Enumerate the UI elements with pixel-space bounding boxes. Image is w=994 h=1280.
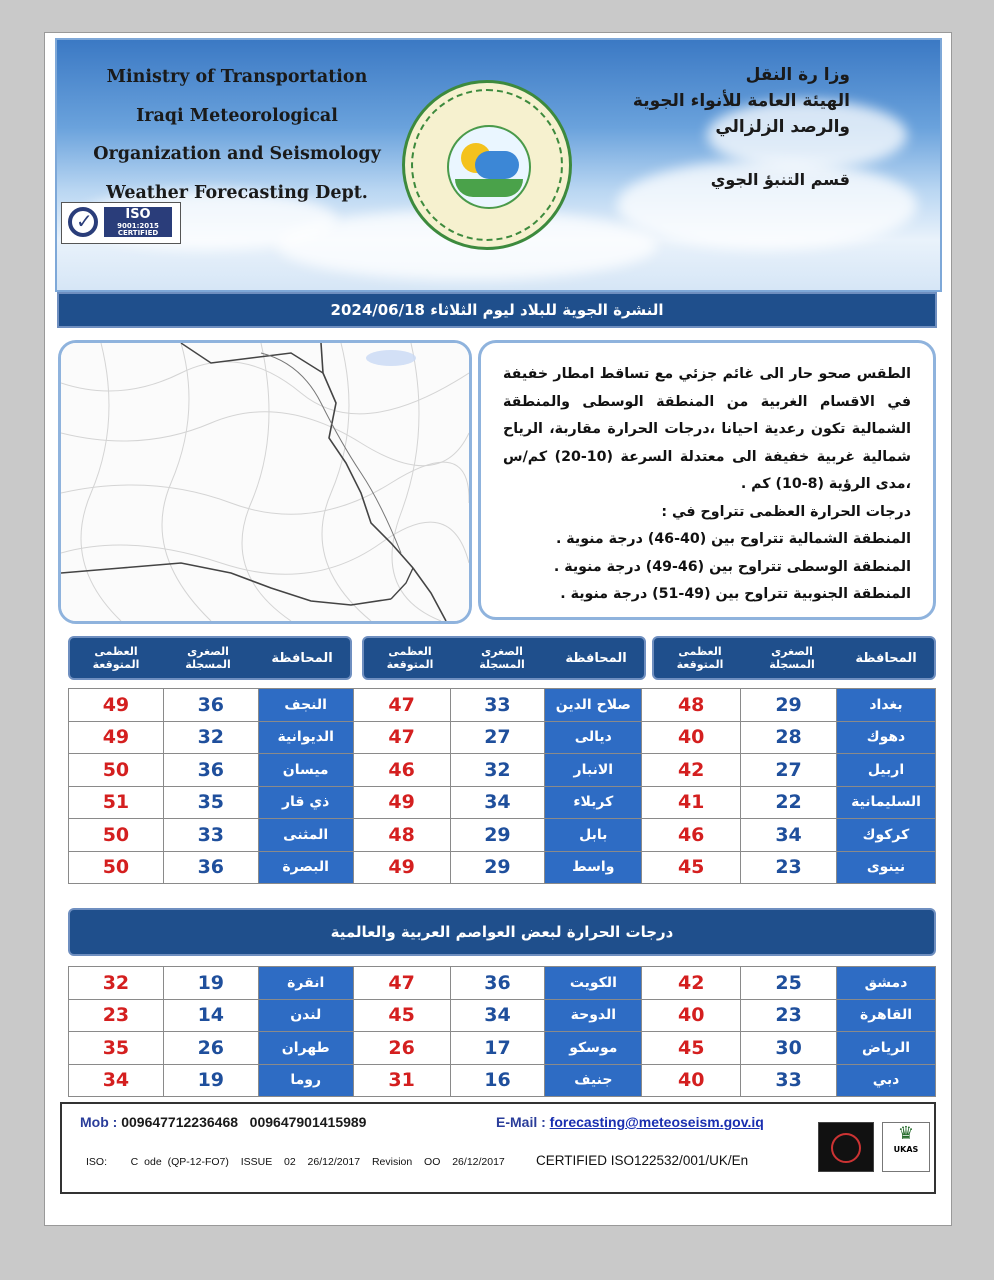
capital-name: جنيف xyxy=(545,1064,642,1097)
max-temp: 45 xyxy=(642,1032,741,1065)
capitals-table xyxy=(68,966,936,1097)
min-temp: 27 xyxy=(741,754,837,787)
max-temp: 42 xyxy=(642,754,741,787)
capital-name: الرياض xyxy=(837,1032,936,1065)
min-temp: 23 xyxy=(741,999,837,1032)
forecasting-dept-arabic: قسم التنبؤ الجوي xyxy=(710,170,850,189)
max-temp: 48 xyxy=(353,819,450,852)
ministry-english-title: Ministry of Transportation Iraqi Meteorological Organization and Seismology Weather Forecasting Dept. xyxy=(93,67,381,203)
capital-name: دبي xyxy=(837,1064,936,1097)
max-temp-intro: درجات الحرارة العظمى تتراوح في : xyxy=(661,503,911,520)
min-temp: 34 xyxy=(450,786,545,819)
table-row xyxy=(69,689,936,722)
certification-number: CERTIFIED ISO122532/001/UK/En xyxy=(536,1153,749,1168)
max-temp: 47 xyxy=(353,721,450,754)
table-row xyxy=(69,754,936,787)
province-name: بابل xyxy=(545,819,642,852)
max-temp: 49 xyxy=(353,851,450,884)
min-temp: 16 xyxy=(450,1064,545,1097)
province-name: واسط xyxy=(545,851,642,884)
sun-cloud-logo-icon xyxy=(402,80,572,250)
min-temp: 34 xyxy=(450,999,545,1032)
region-south: المنطقة الجنوبية تتراوح بين (49-51) درجة منوية . xyxy=(560,586,911,602)
capital-name: موسكو xyxy=(545,1032,642,1065)
capital-name: لندن xyxy=(258,999,353,1032)
max-temp: 32 xyxy=(69,967,164,1000)
province-name: نينوى xyxy=(836,851,935,884)
min-temp: 25 xyxy=(741,967,837,1000)
map-icon xyxy=(61,343,469,621)
max-temp: 47 xyxy=(353,967,450,1000)
max-temp: 31 xyxy=(353,1064,450,1097)
province-name: النجف xyxy=(258,689,353,722)
max-temp: 45 xyxy=(353,999,450,1032)
table-row xyxy=(69,851,936,884)
max-temp: 40 xyxy=(642,1064,741,1097)
ukas-badge-icon: ♛ UKAS xyxy=(882,1122,930,1172)
min-temp: 29 xyxy=(741,689,837,722)
max-temp: 46 xyxy=(642,819,741,852)
province-name: اربيل xyxy=(836,754,935,787)
table-row xyxy=(69,1064,936,1097)
min-temp: 36 xyxy=(163,851,258,884)
forecast-paragraph: الطقس صحو حار الى غائم جزئي مع تساقط امطار خفيفة في الاقسام الغربية من المنطقة الوسطى والمنطقة الشمالية تكون رعدية احيانا ،درجات الحرارة مقاربة، الرياح شمالية غربية خفيفة الى معتدلة السرعة (10-20) كم/س ،مدى الرؤية (8-10) كم . xyxy=(503,366,912,492)
iraq-map xyxy=(58,340,472,624)
max-temp: 26 xyxy=(353,1032,450,1065)
max-temp: 48 xyxy=(642,689,741,722)
table-row xyxy=(69,967,936,1000)
min-temp: 27 xyxy=(450,721,545,754)
email-link[interactable]: forecasting@meteoseism.gov.iq xyxy=(549,1114,764,1130)
min-temp: 30 xyxy=(741,1032,837,1065)
table-row xyxy=(69,1032,936,1065)
province-name: بغداد xyxy=(836,689,935,722)
province-name: دهوك xyxy=(836,721,935,754)
max-temp: 42 xyxy=(642,967,741,1000)
min-temp: 19 xyxy=(163,1064,258,1097)
min-temp: 19 xyxy=(163,967,258,1000)
min-temp: 14 xyxy=(163,999,258,1032)
max-temp: 23 xyxy=(69,999,164,1032)
capital-name: القاهرة xyxy=(837,999,936,1032)
forecast-text-box xyxy=(478,340,936,620)
province-name: البصرة xyxy=(258,851,353,884)
min-temp: 32 xyxy=(450,754,545,787)
iso-document-code: ISO: C ode (QP-12-FO7) ISSUE 02 26/12/2017 Revision OO 26/12/2017 xyxy=(86,1156,505,1168)
table-header-left: المحافظة الصغرى المسجلة العظمى المتوقعة xyxy=(68,636,352,680)
max-temp: 47 xyxy=(353,689,450,722)
min-temp: 35 xyxy=(163,786,258,819)
max-temp: 34 xyxy=(69,1064,164,1097)
min-temp: 33 xyxy=(450,689,545,722)
max-temp: 45 xyxy=(642,851,741,884)
min-temp: 36 xyxy=(163,754,258,787)
table-row xyxy=(69,721,936,754)
min-temp: 36 xyxy=(450,967,545,1000)
max-temp: 46 xyxy=(353,754,450,787)
province-name: ميسان xyxy=(258,754,353,787)
capital-name: روما xyxy=(258,1064,353,1097)
capital-name: دمشق xyxy=(837,967,936,1000)
max-temp: 49 xyxy=(353,786,450,819)
min-temp: 17 xyxy=(450,1032,545,1065)
max-temp: 41 xyxy=(642,786,741,819)
capitals-title: درجات الحرارة لبعض العواصم العربية والعالمية xyxy=(68,908,936,956)
header-banner xyxy=(55,38,942,292)
province-name: السليمانية xyxy=(836,786,935,819)
min-temp: 28 xyxy=(741,721,837,754)
bulletin-title: النشرة الجوية للبلاد ليوم الثلاثاء 2024/06/18 xyxy=(57,292,937,328)
min-temp: 36 xyxy=(163,689,258,722)
max-temp: 40 xyxy=(642,721,741,754)
max-temp: 50 xyxy=(69,851,164,884)
region-central: المنطقة الوسطى تتراوح بين (46-49) درجة منوية . xyxy=(553,558,911,575)
province-name: المثنى xyxy=(258,819,353,852)
capital-name: الكويت xyxy=(545,967,642,1000)
table-row xyxy=(69,786,936,819)
province-name: صلاح الدين xyxy=(545,689,642,722)
max-temp: 51 xyxy=(69,786,164,819)
capital-name: انقرة xyxy=(258,967,353,1000)
max-temp: 49 xyxy=(69,721,164,754)
provinces-table xyxy=(68,688,936,884)
province-name: الديوانية xyxy=(258,721,353,754)
cert-seal-icon xyxy=(818,1122,874,1172)
max-temp: 50 xyxy=(69,754,164,787)
max-temp: 35 xyxy=(69,1032,164,1065)
max-temp: 50 xyxy=(69,819,164,852)
table-row xyxy=(69,819,936,852)
min-temp: 29 xyxy=(450,851,545,884)
min-temp: 33 xyxy=(741,1064,837,1097)
min-temp: 34 xyxy=(741,819,837,852)
region-north: المنطقة الشمالية تتراوح بين (40-46) درجة منوية . xyxy=(555,531,911,547)
iso-certified-badge: ✓ ISO 9001:2015 CERTIFIED xyxy=(61,202,181,244)
max-temp: 40 xyxy=(642,999,741,1032)
min-temp: 33 xyxy=(163,819,258,852)
table-row xyxy=(69,999,936,1032)
min-temp: 29 xyxy=(450,819,545,852)
min-temp: 32 xyxy=(163,721,258,754)
province-name: الانبار xyxy=(545,754,642,787)
capital-name: الدوحة xyxy=(545,999,642,1032)
province-name: ذي قار xyxy=(258,786,353,819)
table-header-right: المحافظة الصغرى المسجلة العظمى المتوقعة xyxy=(652,636,936,680)
table-header-middle: المحافظة الصغرى المسجلة العظمى المتوقعة xyxy=(362,636,646,680)
max-temp: 49 xyxy=(69,689,164,722)
min-temp: 26 xyxy=(163,1032,258,1065)
province-name: ديالى xyxy=(545,721,642,754)
min-temp: 23 xyxy=(741,851,837,884)
ministry-arabic-title: وزا رة النقل الهيئة العامة للأنواء الجوية والرصد الزلزالي xyxy=(632,65,850,137)
min-temp: 22 xyxy=(741,786,837,819)
email-contact: E-Mail : forecasting@meteoseism.gov.iq xyxy=(496,1114,764,1130)
province-name: كركوك xyxy=(836,819,935,852)
footer xyxy=(60,1102,936,1194)
mobile-contact: Mob : 009647712236468 009647901415989 xyxy=(80,1114,367,1130)
capital-name: طهران xyxy=(258,1032,353,1065)
province-name: كربلاء xyxy=(545,786,642,819)
